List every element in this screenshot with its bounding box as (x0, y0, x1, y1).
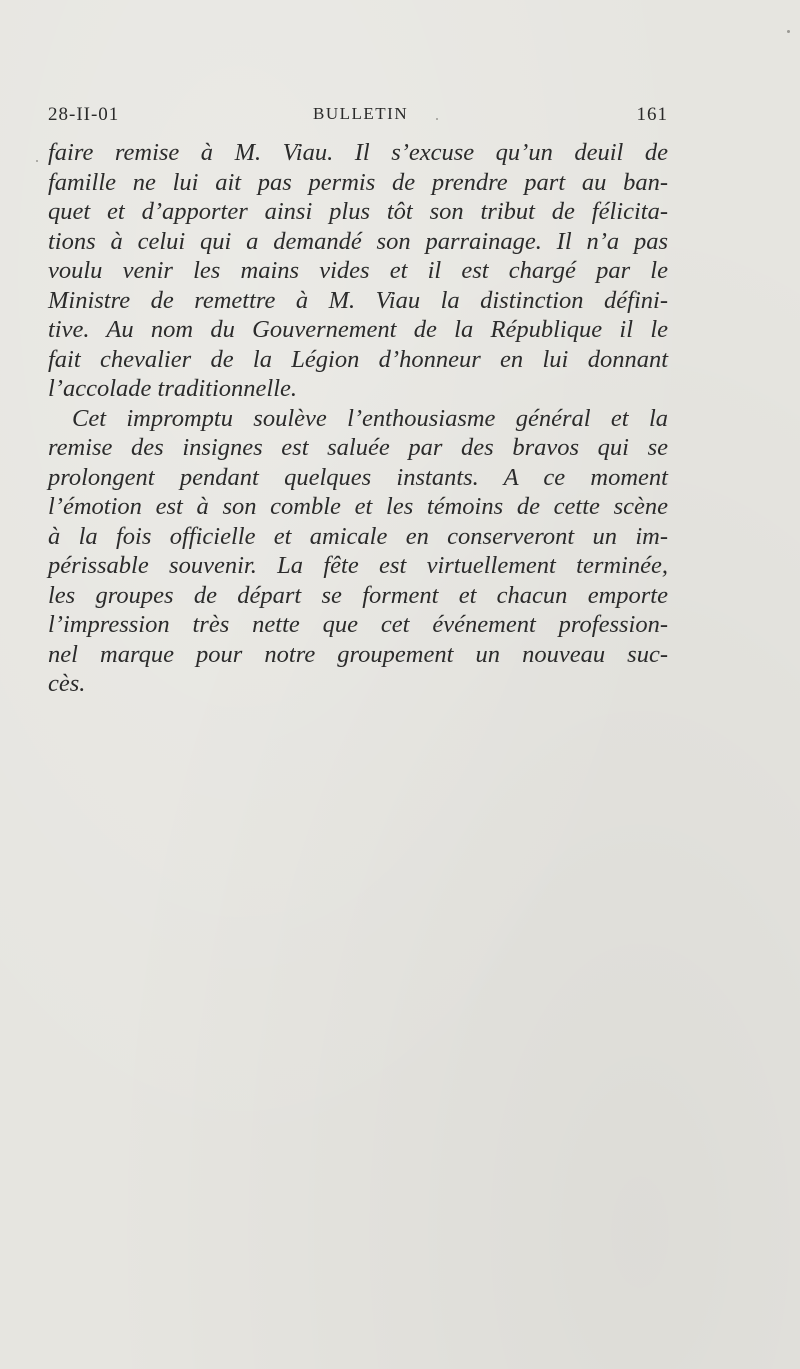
text-line: tive. Au nom du Gouvernement de la République il le (48, 316, 668, 343)
text-line: tions à celui qui a demandé son parrainage. Il n’a pas (48, 227, 668, 255)
text-line: à la fois officielle et amicale en conserveront un im- (48, 522, 668, 550)
body-text (48, 138, 668, 699)
text-line: Cet impromptu soulève l’enthousiasme général et la (72, 404, 668, 432)
text-line: cès. (48, 670, 86, 697)
text-line: l’accolade traditionnelle. (48, 375, 298, 402)
running-head-date: 28-II-01 (48, 104, 120, 125)
text-line: l’impression très nette que cet événement profession- (48, 611, 668, 638)
page-number: 161 (636, 104, 668, 125)
text-line: fait chevalier de la Légion d’honneur en lui donnant (48, 345, 668, 373)
text-line: Ministre de remettre à M. Viau la distinction défini- (48, 286, 668, 314)
paper-speck (787, 30, 790, 33)
paragraph-1 (48, 138, 668, 404)
text-line: quet et d’apporter ainsi plus tôt son tribut de félicita- (48, 198, 668, 225)
text-line: remise des insignes est saluée par des bravos qui se (48, 434, 668, 461)
text-line: faire remise à M. Viau. Il s’excuse qu’un deuil de (48, 139, 668, 166)
paragraph-2 (48, 404, 668, 699)
text-line: voulu venir les mains vides et il est chargé par le (48, 257, 668, 284)
text-line: famille ne lui ait pas permis de prendre part au ban- (48, 168, 668, 196)
text-line: nel marque pour notre groupement un nouveau suc- (48, 640, 668, 668)
running-head (48, 104, 668, 134)
text-line: périssable souvenir. La fête est virtuellement terminée, (48, 552, 668, 579)
paper-speck (36, 160, 38, 162)
text-line: les groupes de départ se forment et chacun emporte (48, 581, 668, 609)
text-line: l’émotion est à son comble et les témoins de cette scène (48, 493, 668, 520)
running-head-title: BULLETIN (313, 104, 409, 123)
paper-speck (436, 118, 438, 120)
text-line: prolongent pendant quelques instants. A ce moment (48, 463, 668, 491)
